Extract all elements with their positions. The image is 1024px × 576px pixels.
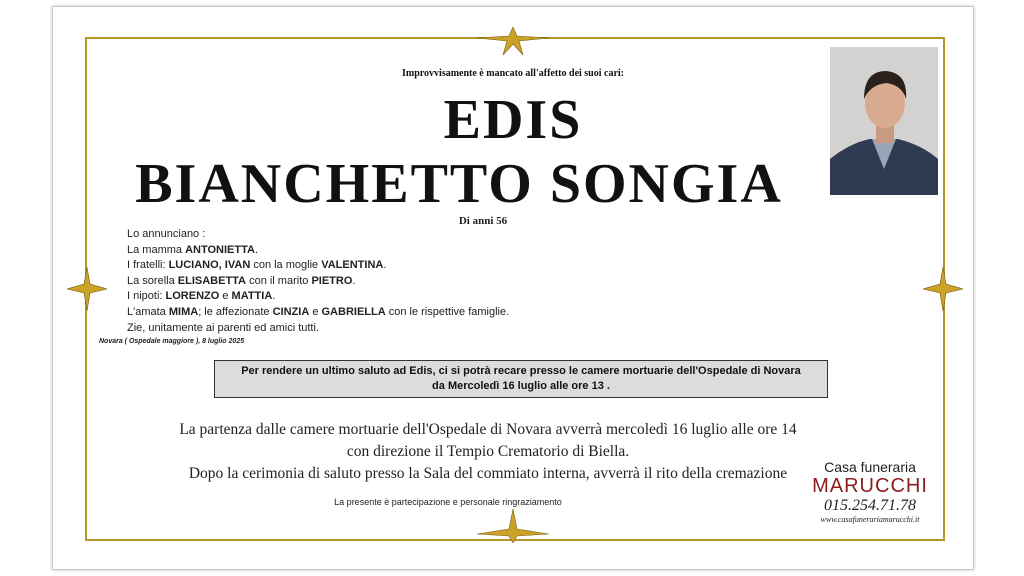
portrait-photo: [830, 47, 938, 195]
star-ornament-right-icon: [923, 267, 963, 311]
family-name: LORENZO: [165, 290, 220, 303]
family-line: [127, 258, 509, 274]
family-name: VALENTINA: [321, 259, 384, 272]
family-name: CINZIA: [272, 305, 310, 318]
family-name: ANTONIETTA: [185, 243, 255, 256]
family-name: MATTIA: [231, 290, 273, 303]
notice-line-1: Per rendere un ultimo saluto ad Edis, ci si potrà recare presso le camere mortuarie dell'Ospedale di Novara: [241, 365, 801, 377]
family-name: MIMA: [168, 305, 199, 318]
deceased-surname: BIANCHETTO SONGIA: [135, 153, 783, 215]
notice-line-2: da Mercoledì 16 luglio alle ore 13 .: [432, 380, 610, 392]
departure-line-1: La partenza dalle camere mortuarie dell'Ospedale di Novara avverrà mercoledì 16 luglio alle ore 14: [179, 421, 797, 438]
family-line: [127, 227, 509, 243]
family-text: Zie, unitamente ai parenti ed amici tutti.: [127, 321, 319, 334]
family-name: ELISABETTA: [177, 274, 247, 287]
age-text: Di anni 56: [458, 215, 508, 227]
family-text: e: [309, 305, 322, 318]
family-text: ; le affezionate: [198, 305, 273, 318]
family-text: La sorella: [127, 274, 178, 287]
family-text: .: [254, 243, 259, 256]
star-ornament-top-icon: [477, 27, 549, 55]
visiting-notice-box: [214, 360, 828, 398]
deceased-first-name: EDIS: [443, 89, 583, 151]
family-text: con il marito: [246, 274, 312, 287]
family-text: .: [383, 259, 387, 272]
funeral-home-website: www.casafunerariamarucchi.it: [820, 515, 920, 524]
family-text: La mamma: [127, 243, 186, 256]
family-text: con la moglie: [250, 259, 322, 272]
funeral-home-kind: Casa funeraria: [824, 459, 916, 475]
star-ornament-left-icon: [67, 267, 107, 311]
star-ornament-bottom-icon: [477, 509, 549, 543]
family-text: e: [219, 290, 232, 303]
family-text: I nipoti:: [127, 290, 166, 303]
departure-line-3: Dopo la cerimonia di saluto presso la Sala del commiato interna, avverrà il rito della cremazione: [188, 465, 788, 482]
family-text: con le rispettive famiglie.: [385, 305, 510, 318]
departure-line-2: con direzione il Tempio Crematorio di Biella.: [346, 443, 630, 460]
family-line: [127, 289, 509, 305]
family-text: .: [352, 274, 356, 287]
funeral-home-name: MARUCCHI: [812, 475, 928, 497]
place-date: Novara ( Ospedale maggiore ), 8 luglio 2025: [99, 338, 245, 345]
family-line: [127, 274, 509, 290]
intro-text: Improvvisamente è mancato all'affetto dei suoi cari:: [402, 68, 624, 79]
family-name: GABRIELLA: [321, 305, 386, 318]
family-text: I fratelli:: [127, 259, 169, 272]
family-name: LUCIANO, IVAN: [168, 259, 251, 272]
portrait-person-icon: [830, 47, 938, 195]
funeral-home-logo: [795, 459, 945, 524]
departure-text: [83, 419, 893, 485]
family-text: Lo annunciano :: [127, 228, 206, 240]
family-line: [127, 305, 509, 321]
thanks-text: La presente è partecipazione e personale ringraziamento: [334, 497, 562, 507]
funeral-home-phone: 015.254.71.78: [824, 497, 916, 514]
family-announcement: [127, 227, 509, 336]
obituary-card: [52, 6, 974, 570]
family-line: [127, 321, 509, 337]
family-text: .: [272, 290, 276, 303]
family-line: [127, 243, 509, 259]
family-text: L'amata: [127, 305, 169, 318]
family-name: PIETRO: [311, 274, 353, 287]
